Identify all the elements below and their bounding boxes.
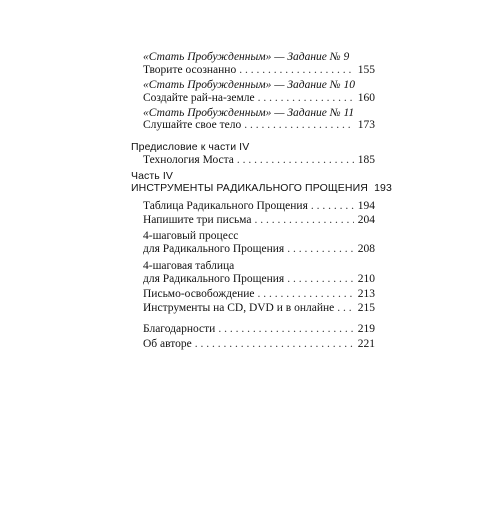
dot-leader bbox=[337, 301, 354, 315]
page-number: 213 bbox=[357, 288, 375, 300]
dot-leader bbox=[237, 153, 354, 167]
entry-title: Создайте рай-на-земле bbox=[143, 92, 255, 104]
entry-9-subtitle: «Стать Пробужденным» — Задание № 9 bbox=[143, 51, 350, 63]
toc-entry-155[interactable] bbox=[143, 63, 375, 77]
toc-entry-185[interactable] bbox=[143, 153, 375, 167]
toc-entry-173[interactable] bbox=[143, 118, 375, 132]
page-number: 160 bbox=[357, 92, 375, 104]
entry-title: Напишите три письма bbox=[143, 214, 252, 226]
page-number: 215 bbox=[357, 302, 375, 314]
dot-leader bbox=[311, 199, 354, 213]
entry-210-line1: 4-шаговая таблица bbox=[143, 260, 235, 272]
toc-entry-221[interactable] bbox=[143, 337, 375, 351]
toc-entry-219[interactable] bbox=[143, 322, 375, 336]
part-title: ИНСТРУМЕНТЫ РАДИКАЛЬНОГО ПРОЩЕНИЯ bbox=[131, 182, 368, 194]
page-number: 210 bbox=[357, 273, 375, 285]
toc-entry-215[interactable] bbox=[143, 301, 375, 315]
part-label: Часть IV bbox=[131, 170, 174, 182]
page-number: 185 bbox=[357, 154, 375, 166]
dot-leader bbox=[258, 287, 354, 301]
entry-title: для Радикального Прощения bbox=[143, 243, 285, 255]
dot-leader bbox=[287, 272, 354, 286]
page-number: 221 bbox=[357, 338, 375, 350]
toc-entry-194[interactable] bbox=[143, 199, 375, 213]
page-number: 208 bbox=[357, 243, 375, 255]
dot-leader bbox=[244, 118, 354, 132]
entry-title: Благодарности bbox=[143, 323, 216, 335]
toc-entry-213[interactable] bbox=[143, 287, 375, 301]
entry-title: для Радикального Прощения bbox=[143, 273, 285, 285]
preface-heading: Предисловие к части IV bbox=[131, 141, 250, 153]
dot-leader bbox=[239, 63, 354, 77]
entry-title: Об авторе bbox=[143, 338, 192, 350]
entry-title: Письмо-освобождение bbox=[143, 288, 255, 300]
page-number: 204 bbox=[357, 214, 375, 226]
dot-leader bbox=[287, 242, 354, 256]
dot-leader bbox=[255, 213, 355, 227]
page-number: 155 bbox=[357, 64, 375, 76]
toc-entry-208[interactable] bbox=[143, 242, 375, 256]
page-number: 194 bbox=[357, 200, 375, 212]
page-number: 173 bbox=[357, 119, 375, 131]
entry-title: Творите осознанно bbox=[143, 64, 237, 76]
dot-leader bbox=[258, 91, 354, 105]
entry-title: Инструменты на CD, DVD и в онлайне bbox=[143, 302, 335, 314]
entry-title: Технология Моста bbox=[143, 154, 234, 166]
dot-leader bbox=[195, 337, 354, 351]
entry-10-subtitle: «Стать Пробужденным» — Задание № 10 bbox=[143, 79, 355, 91]
toc-entry-210[interactable] bbox=[143, 272, 375, 286]
entry-title: Слушайте свое тело bbox=[143, 119, 242, 131]
entry-title: Таблица Радикального Прощения bbox=[143, 200, 308, 212]
dot-leader bbox=[218, 322, 354, 336]
toc-entry-160[interactable] bbox=[143, 91, 375, 105]
toc-entry-204[interactable] bbox=[143, 213, 375, 227]
page-number: 219 bbox=[357, 323, 375, 335]
entry-11-subtitle: «Стать Пробужденным» — Задание № 11 bbox=[143, 107, 355, 119]
page-number: 193 bbox=[374, 182, 392, 194]
entry-208-line1: 4-шаговый процесс bbox=[143, 230, 239, 242]
toc-entry-193[interactable] bbox=[131, 181, 392, 195]
